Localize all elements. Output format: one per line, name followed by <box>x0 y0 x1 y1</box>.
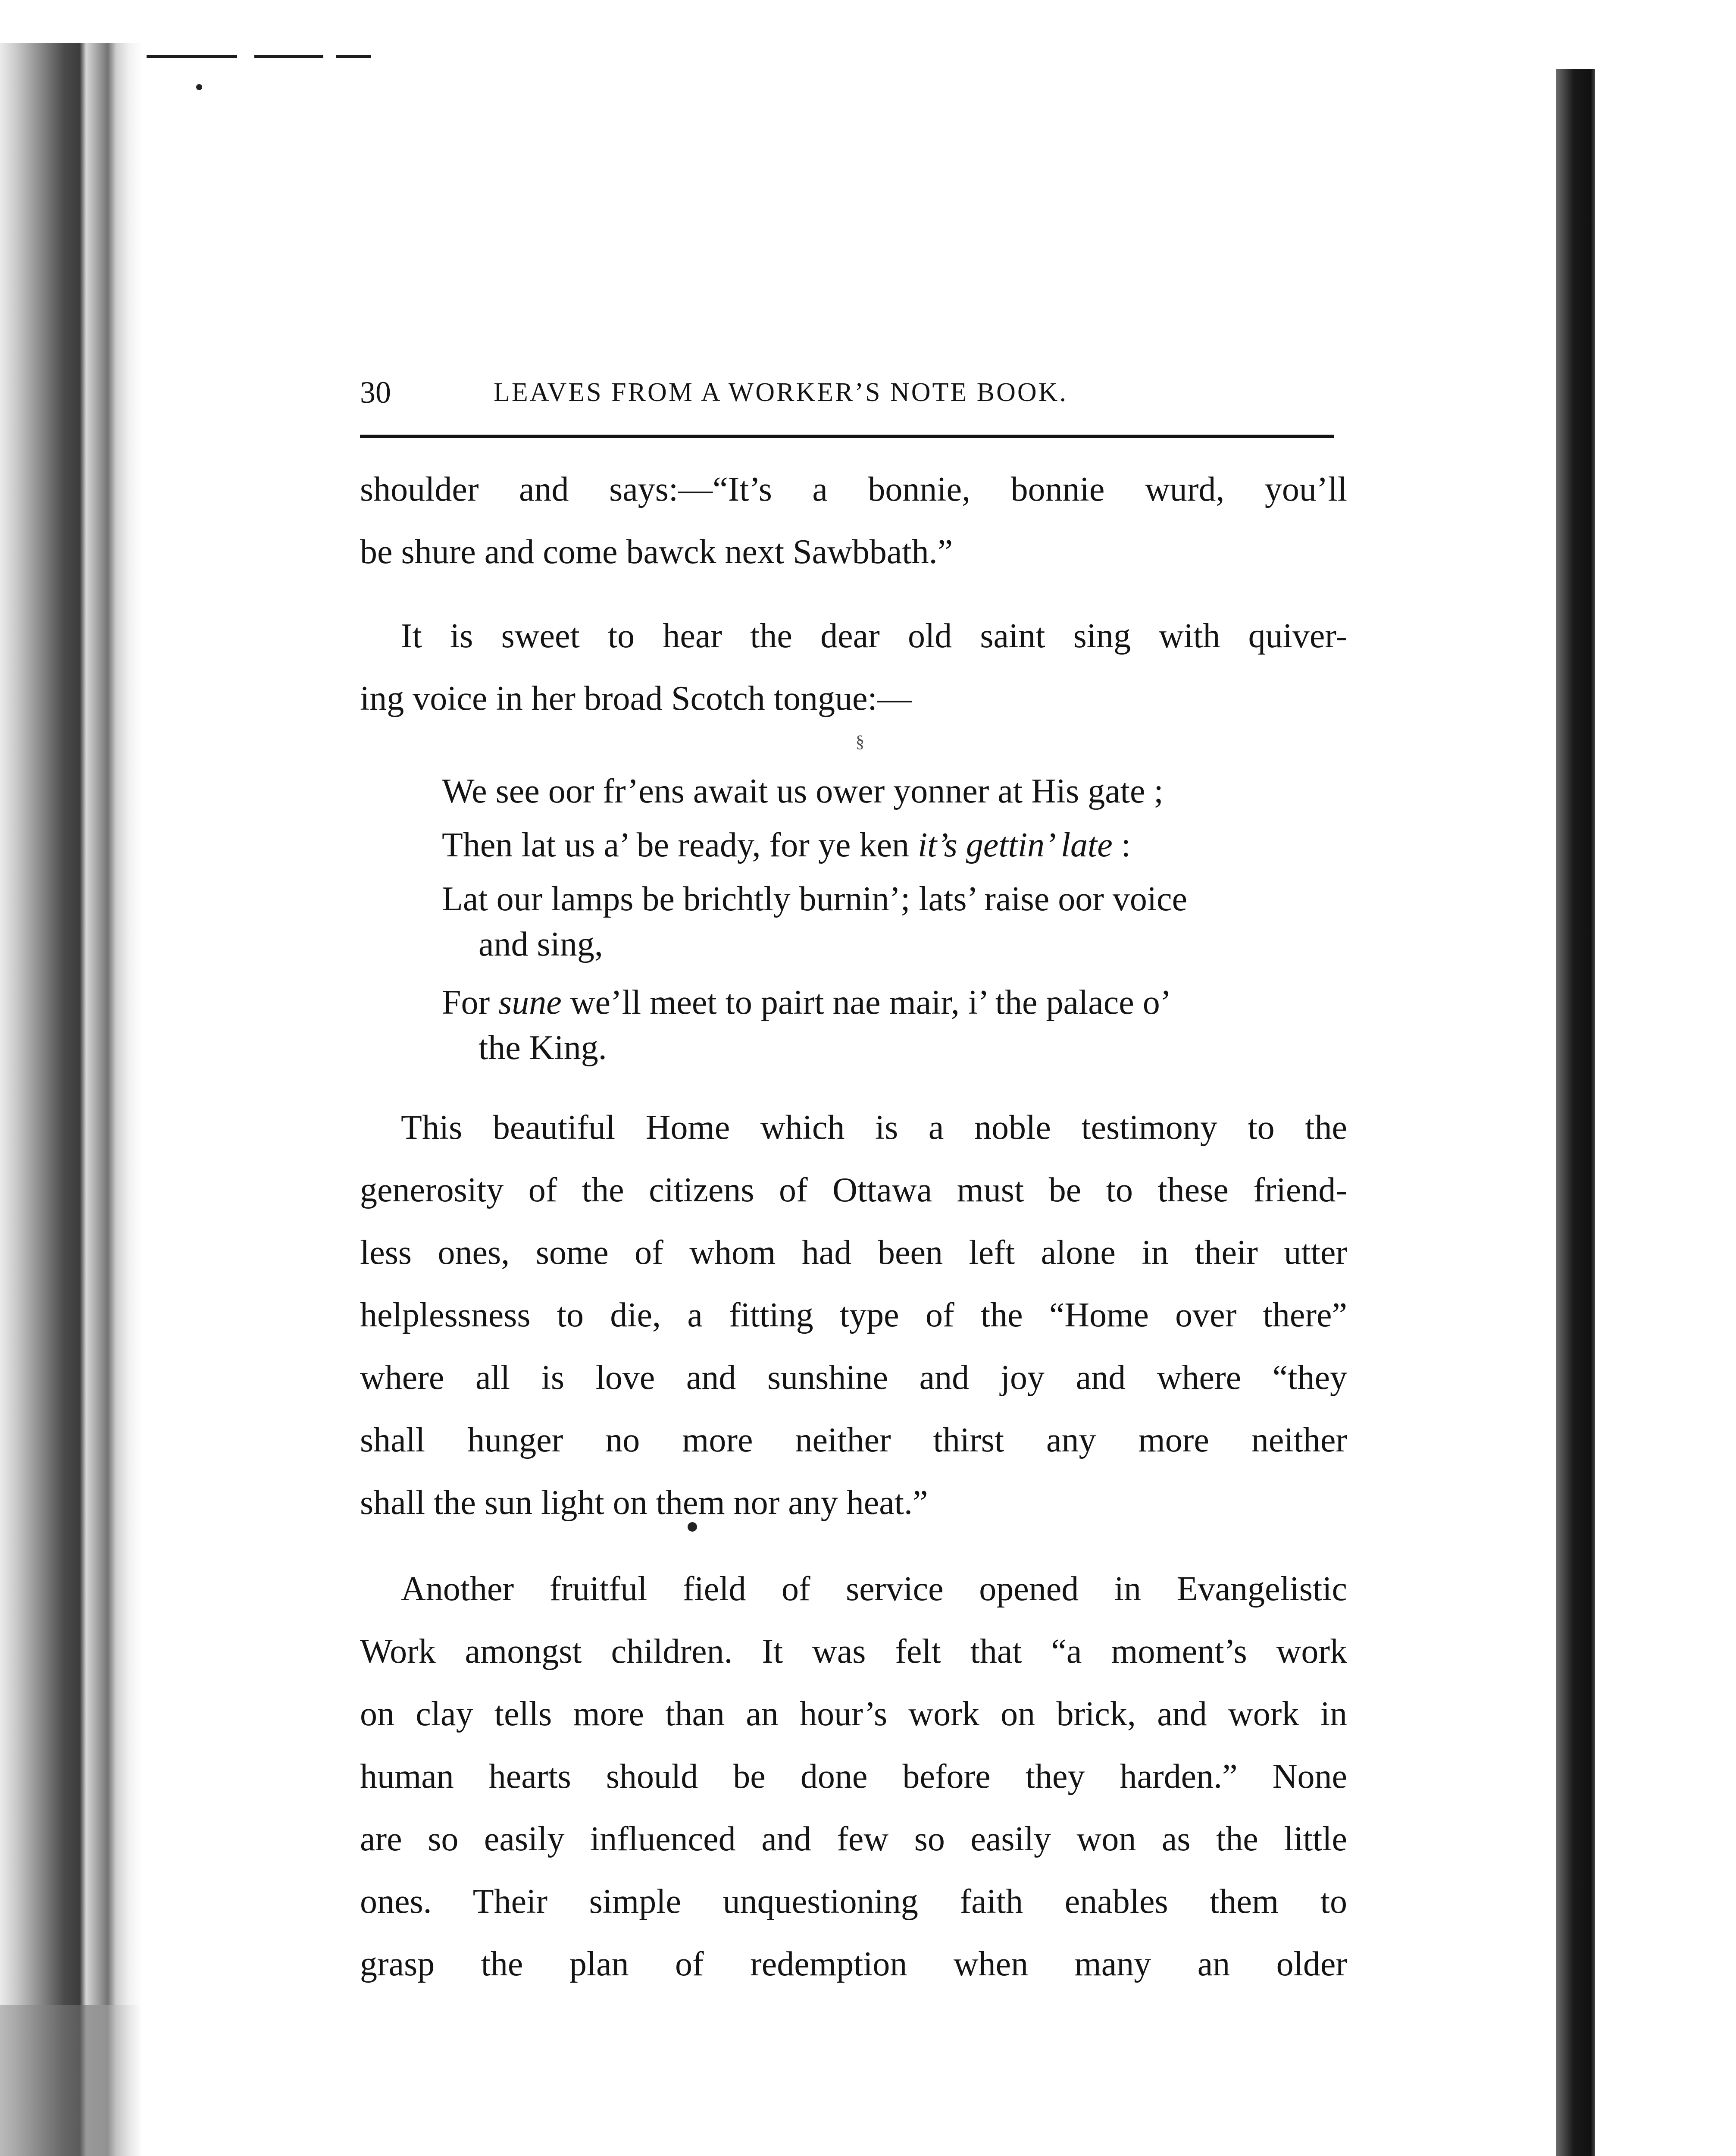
text-line: on clay tells more than an hour’s work on brick, and work in <box>360 1695 1347 1733</box>
text-line: ing voice in her broad Scotch tongue:— <box>360 680 912 718</box>
scan-mark <box>147 55 237 58</box>
text-line: shoulder and says:—“It’s a bonnie, bonnie wurd, you’ll <box>360 470 1347 508</box>
scan-mark <box>336 55 371 58</box>
verse-line: the King. <box>479 1029 607 1067</box>
text-line: are so easily influenced and few so easily won as the little <box>360 1820 1347 1858</box>
binding-edge-shadow <box>0 2005 142 2156</box>
page-number: 30 <box>360 375 391 410</box>
verse-line: and sing, <box>479 925 603 963</box>
text-line: Another fruitful field of service opened in Evangelistic <box>401 1570 1347 1608</box>
verse-line: Lat our lamps be brichtly burnin’; lats’ raise oor voice <box>442 880 1188 918</box>
text-line: This beautiful Home which is a noble testimony to the <box>401 1109 1347 1147</box>
text-line: less ones, some of whom had been left alone in their utter <box>360 1234 1347 1272</box>
text-line: generosity of the citizens of Ottawa must be to these friend- <box>360 1171 1347 1209</box>
text-line: shall hunger no more neither thirst any more neither <box>360 1421 1347 1459</box>
ink-speck <box>196 84 202 90</box>
right-margin-shadow <box>1556 69 1595 2156</box>
ornament-mark: § <box>856 732 864 751</box>
text-line: helplessness to die, a fitting type of the “Home over there” <box>360 1296 1347 1334</box>
text-line: human hearts should be done before they harden.” None <box>360 1758 1347 1796</box>
verse-line: Then lat us a’ be ready, for ye ken it’s gettin’ late : <box>442 826 1131 864</box>
binding-edge <box>0 43 142 2156</box>
text-line: be shure and come bawck next Sawbbath.” <box>360 533 953 571</box>
text-line: shall the sun light on them nor any heat.” <box>360 1484 928 1522</box>
header-rule <box>360 435 1334 438</box>
verse-line: For sune we’ll meet to pairt nae mair, i’ the palace o’ <box>442 984 1172 1022</box>
verse-line: We see oor fr’ens await us ower yonner at His gate ; <box>442 772 1164 810</box>
text-line: Work amongst children. It was felt that “a moment’s work <box>360 1633 1347 1670</box>
text-line: ones. Their simple unquestioning faith enables them to <box>360 1883 1347 1921</box>
scan-mark <box>254 55 323 58</box>
running-title: LEAVES FROM A WORKER’S NOTE BOOK. <box>494 378 1068 407</box>
text-line: where all is love and sunshine and joy and where “they <box>360 1359 1347 1397</box>
text-line: It is sweet to hear the dear old saint sing with quiver- <box>401 617 1347 655</box>
italic-word: sune <box>498 984 562 1022</box>
running-header <box>360 371 1334 414</box>
italic-phrase: it’s gettin’ late <box>917 826 1113 864</box>
text-line: grasp the plan of redemption when many an older <box>360 1945 1347 1983</box>
